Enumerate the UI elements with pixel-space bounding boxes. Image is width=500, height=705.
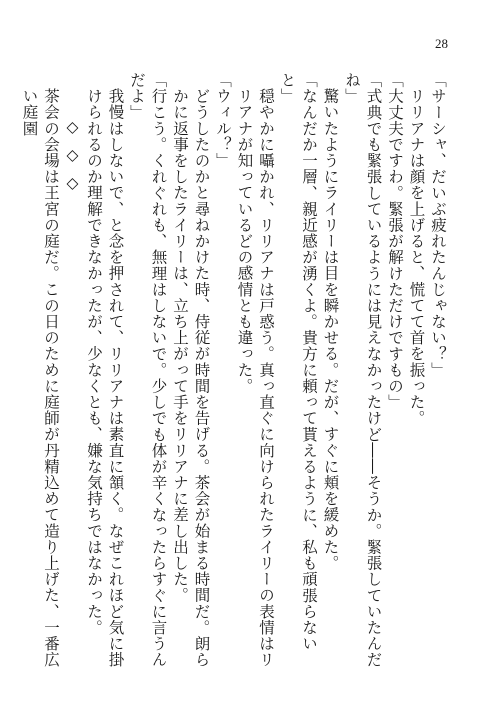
paragraph: 「ウィル？」 <box>214 72 232 169</box>
paragraph: 「大丈夫ですわ。緊張が解けただけですもの」 <box>386 72 404 411</box>
paragraph: リリアナは顔を上げると、慌てて首を振った。 <box>407 88 426 427</box>
body-text <box>20 72 448 672</box>
paragraph: 「式典でも緊張しているようには見えなかったけど――そうか。緊張していたんだね」 <box>343 72 383 668</box>
paragraph: 驚いたようにライリーは目を瞬かせる。だが、すぐに頬を緩めた。 <box>321 88 340 571</box>
paragraph: 我慢はしないで、と念を押されて、リリアナは素直に頷く。なぜこれほど気に掛けられるのか理解できなかったが、少なくとも、嫌な気持ちではなかった。 <box>85 88 125 668</box>
paragraph: 「なんだか一層、親近感が湧くよ。貴方に頼って貰えるように、私も頑張らないと」 <box>278 72 318 652</box>
section-divider: ◇◇◇ <box>63 118 82 202</box>
paragraph: 茶会の会場は王宮の庭だ。この日のために庭師が丹精込めて造り上げた、一番広い庭園 <box>20 88 60 668</box>
paragraph: どうしたのかと尋ねかけた時、侍従が時間を告げる。茶会が始まる時間だ。朗らかに返事をしたライリーは、立ち上がって手をリリアナに差し出した。 <box>171 88 211 668</box>
paragraph: 「行こう。くれぐれも、無理はしないで。少しでも体が辛くなったらすぐに言うんだよ」 <box>128 72 168 668</box>
paragraph: 「サーシャ、だいぶ疲れたんじゃない？」 <box>429 72 447 378</box>
paragraph: 穏やかに囁かれ、リリアナは戸惑う。真っ直ぐに向けられたライリーの表情はリリアナが知っているどの感情とも違った。 <box>235 88 275 668</box>
page-number: 28 <box>435 36 448 51</box>
